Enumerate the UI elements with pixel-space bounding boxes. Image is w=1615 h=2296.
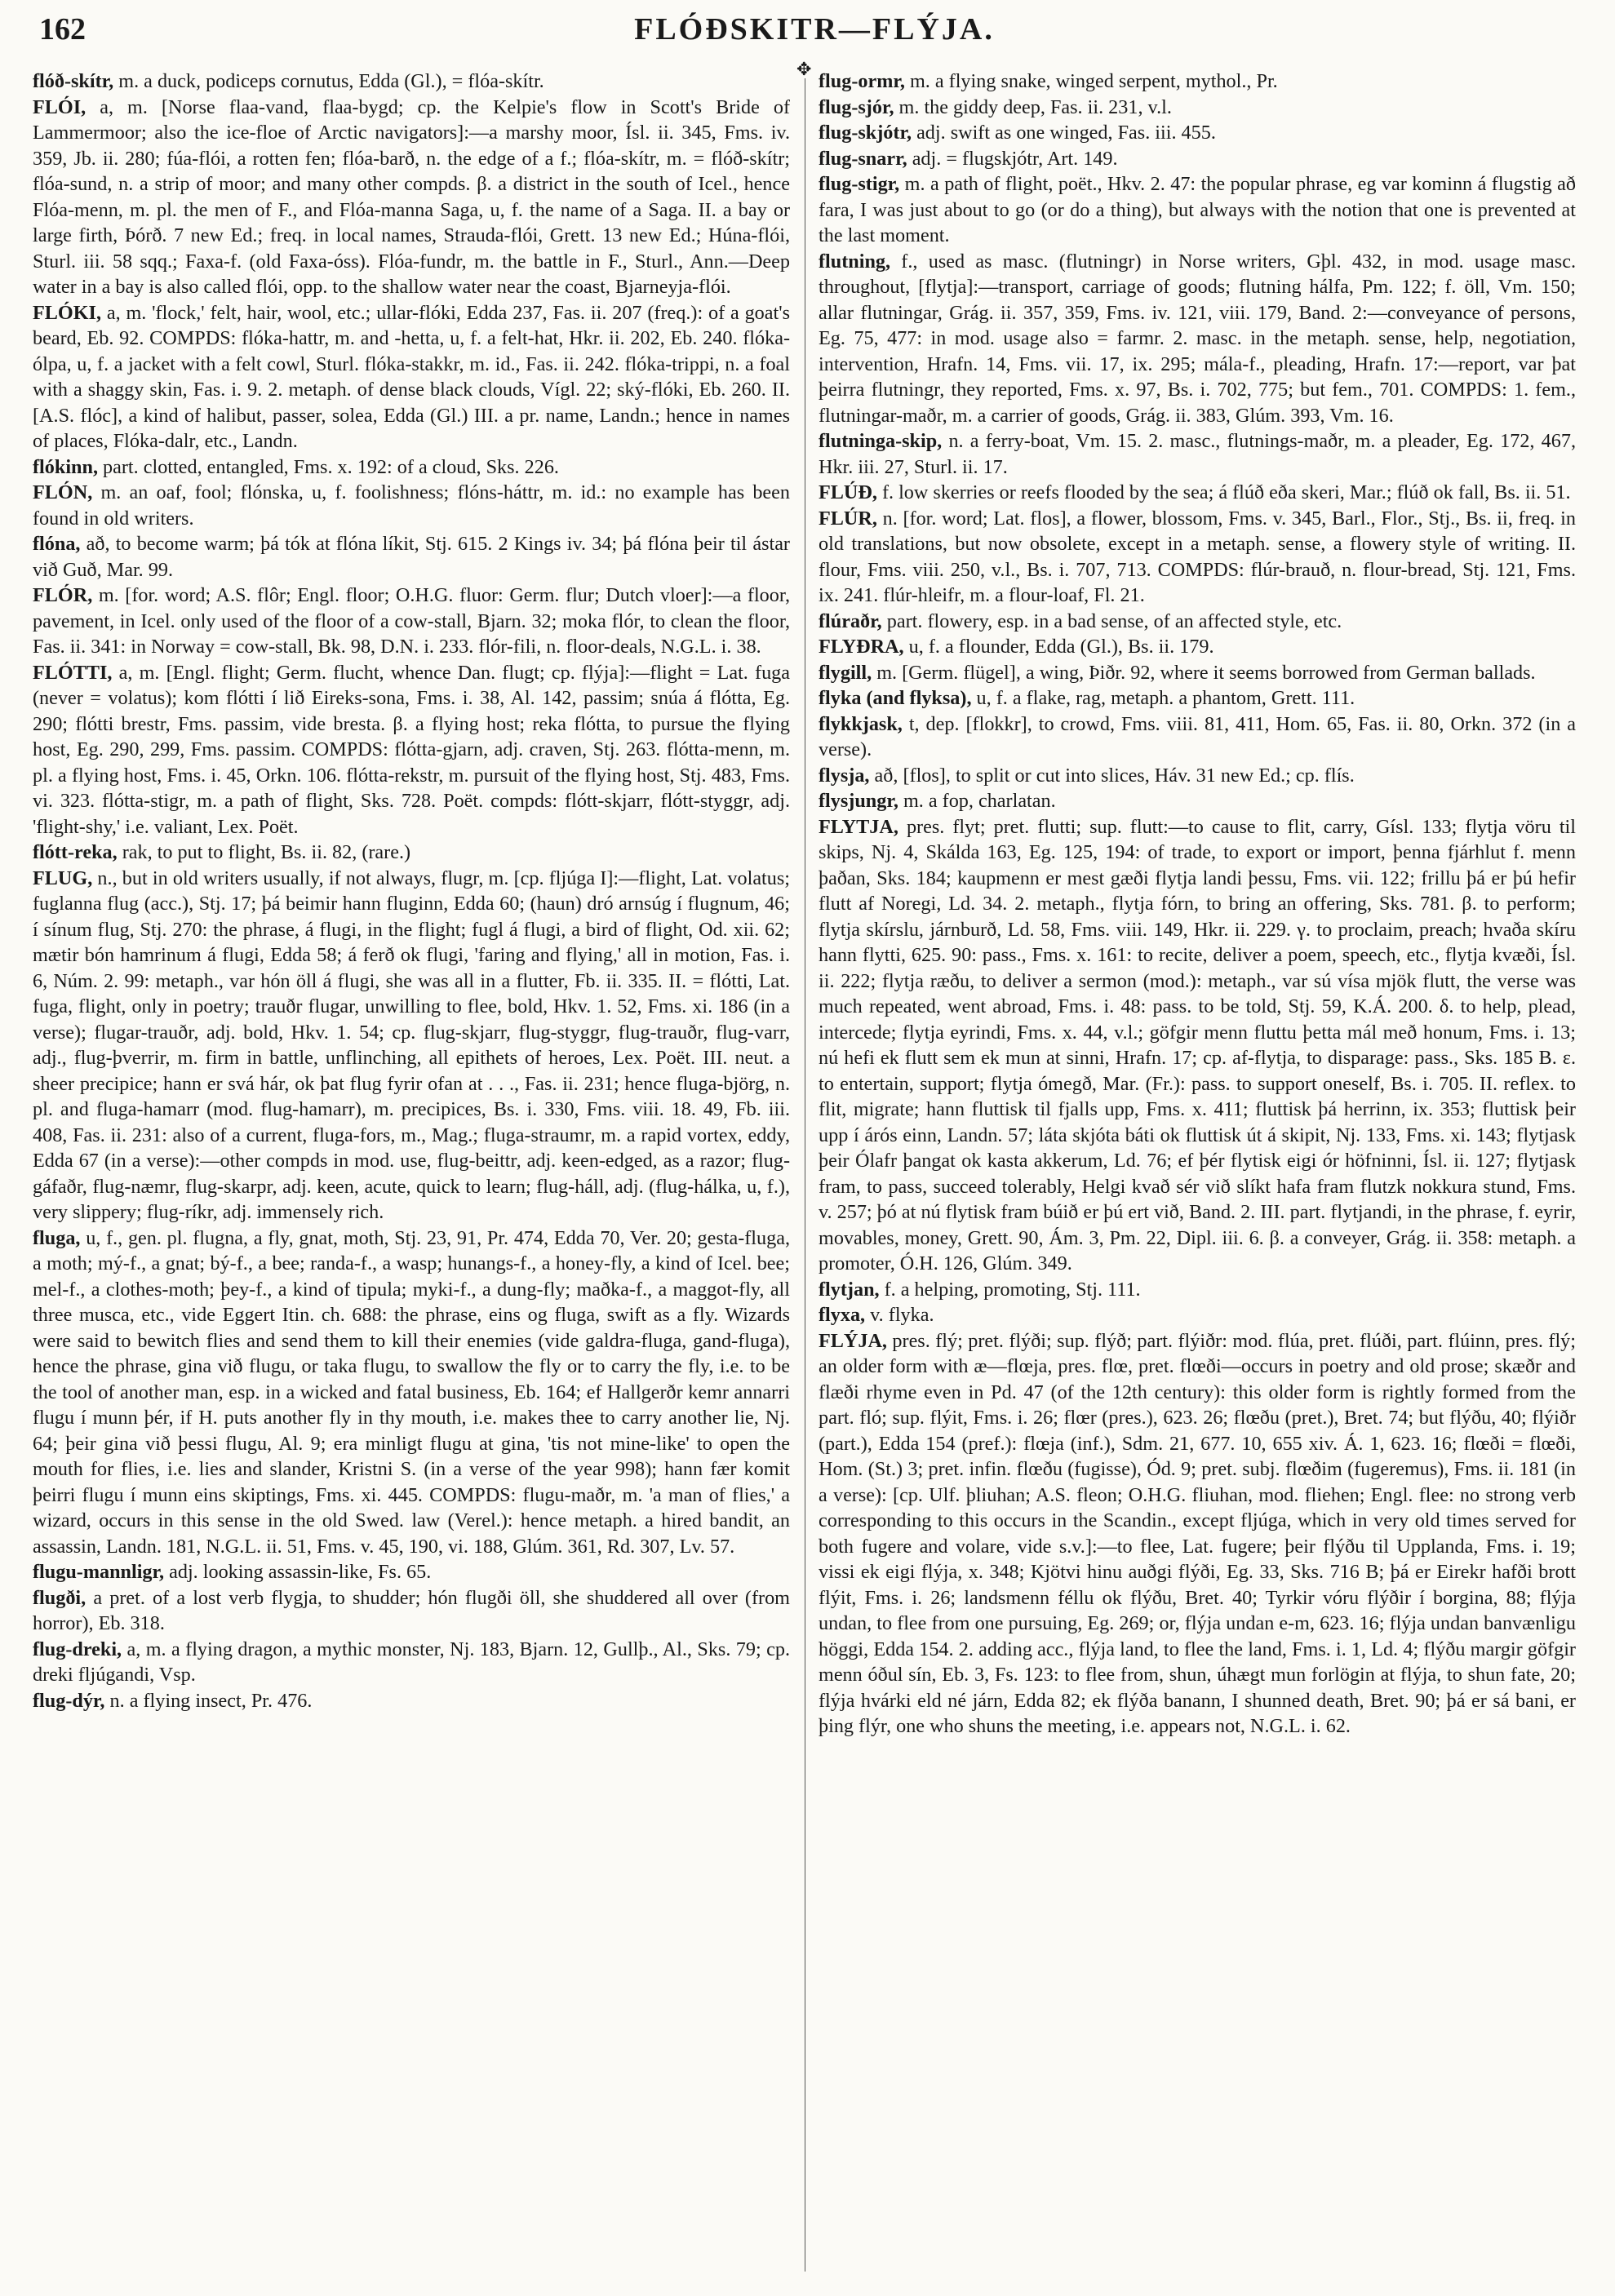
dictionary-entry <box>819 814 1576 1277</box>
entry-headword: flytjan, <box>819 1278 880 1301</box>
ornament-icon: ✥ <box>796 59 812 79</box>
entry-headword: FLUG, <box>33 867 93 889</box>
entry-definition: að, to become warm; þá tók at flóna líkit, Stj. 615. 2 Kings iv. 34; þá flóna þeir til ástar við Guð, Mar. 99. <box>33 533 790 581</box>
entry-headword: FLÓR, <box>33 584 93 606</box>
entry-headword: FLÓTTI, <box>33 661 113 684</box>
entry-headword: FLÓKI, <box>33 301 101 324</box>
entry-headword: flykkjask, <box>819 712 903 735</box>
entry-definition: a, m. [Engl. flight; Germ. flucht, whence Dan. flugt; cp. flýja]:—flight = Lat. fuga (never = volatus); kom flótti í lið Eireks-sona, Fms. i. 38, Al. 142, passim; snúa á flótta, Eg. 290; flótti brestr, Fms. passim, vide bresta. β. a flying host; reka flótta, to pursue the flying host, Eg. 290, 299, Fms. passim. COMPDS: flótta-gjarn, adj. craven, Stj. 263. flótta-menn, m. pl. a flying host, Fms. i. 45, Orkn. 106. flótta-rekstr, m. pursuit of the flying host, Stj. 483, Fms. vi. 323. flótta-stigr, m. a path of flight, Sks. 728. Poët. compds: flótt-skjarr, flótt-styggr, adj. 'flight-shy,' i.e. valiant, Lex. Poët. <box>33 661 790 838</box>
entry-definition: f. a helping, promoting, Stj. 111. <box>879 1278 1141 1301</box>
entry-definition: m. a fop, charlatan. <box>898 790 1056 812</box>
entry-definition: f., used as masc. (flutningr) in Norse writers, Gþl. 432, in mod. usage masc. throughout, [flytja]:—transport, carriage of goods; flutning hálfa, Pm. 122; f. öll, Vm. 150; allar flutningar, Grág. ii. 357, 359, Fms. iv. 121, viii. 179, Band. 2:—conveyance of persons, Eg. 75, 477: in mod. usage also = farmr. 2. masc. in the metaph. sense, help, negotiation, intervention, Hrafn. 14, Fms. vii. 17, ix. 295; mála-f., pleading, Hrafn. 17:—report, var þat þeirra flutningr, they reported, Fms. x. 97, Bs. i. 702, 775; but fem., 701. COMPDS: 1. fem., flutningar-maðr, m. a carrier of goods, Grág. ii. 383, Glúm. 393, Vm. 16. <box>819 250 1576 427</box>
entry-definition: m. the giddy deep, Fas. ii. 231, v.l. <box>894 95 1172 118</box>
entry-definition: m. an oaf, fool; flónska, u, f. foolishness; flóns-háttr, m. id.: no example has been found in old writers. <box>33 481 790 530</box>
dictionary-entry <box>819 609 1576 635</box>
left-column <box>33 69 790 2272</box>
entry-headword: flugu-mannligr, <box>33 1561 165 1583</box>
entry-definition: m. [for. word; A.S. flôr; Engl. floor; O.H.G. fluor: Germ. flur; Dutch vloer]:—a floor, pavement, in Icel. only used of the floor of a cow-stall, Bjarn. 32; moka flór, to clean the floor, Fas. ii. 341: in Norway = cow-stall, Bk. 98, D.N. i. 233. flór-fili, n. floor-deals, N.G.L. i. 38. <box>33 584 790 658</box>
dictionary-entry <box>819 69 1576 95</box>
entry-definition: n., but in old writers usually, if not always, flugr, m. [cp. fljúga I]:—flight, Lat. volatus; fuglanna flug (acc.), Stj. 17; þá beimir hann fluginn, Edda 60; (haun) dró arnsúg í flugnum, 46; í sínum flug, Stj. 270: the phrase, á flugi, in the flight; fugl á flugi, a bird of flight, Od. xii. 62; mætir bón hamrinum á flugi, Edda 58; á ferð ok flugi, 'faring and flying,' all in motion, Fas. i. 6, Núm. 2. 99: metaph., var hón öll á flugi, she was all in a flutter, Fb. ii. 335. II. = flótti, Lat. fuga, flight, only in poetry; trauðr flugar, unwilling to flee, bold, Hkv. 1. 52, Fms. xi. 186 (in a verse); flugar-trauðr, adj. bold, Hkv. 1. 54; cp. flug-skjarr, flug-styggr, flug-trauðr, flug-varr, adj., flug-þverrir, m. firm in battle, unflinching, all epithets of heroes, Lex. Poët. III. neut. a sheer precipice; hann er svá hár, ok þat flug fyrir ofan at . . ., Fas. ii. 231; hence fluga-björg, n. pl. and fluga-hamarr (mod. flug-hamarr), m. precipices, Bs. i. 330, Fms. viii. 18. 49, Fb. iii. 408, Fas. ii. 231: also of a current, fluga-fors, m., Mag.; fluga-straumr, m. a rapid vortex, eddy, Edda 67 (in a verse):—other compds in mod. use, flug-beittr, adj. keen-edged, as a razor; flug-gáfaðr, flug-næmr, flug-skarpr, adj. keen, acute, quick to learn; flug-háll, adj. (flug-hálka, u, f.), very slippery; flug-ríkr, adj. immensely rich. <box>33 867 790 1223</box>
entry-definition: að, [flos], to split or cut into slices, Háv. 31 new Ed.; cp. flís. <box>869 764 1355 787</box>
entry-headword: flótt-reka, <box>33 841 118 863</box>
entry-headword: FLÝJA, <box>819 1329 887 1352</box>
entry-definition: m. [Germ. flügel], a wing, Þiðr. 92, where it seems borrowed from German ballads. <box>872 661 1536 684</box>
dictionary-entry <box>33 1688 790 1714</box>
running-title: FLÓÐSKITR—FLÝJA. <box>634 12 995 47</box>
entry-headword: flug-dýr, <box>33 1689 105 1712</box>
entry-definition: a, m. 'flock,' felt, hair, wool, etc.; ullar-flóki, Edda 237, Fas. ii. 207 (freq.): of a goat's beard, Eb. 92. COMPDS: flóka-hattr, m. and -hetta, u, f. a felt-hat, Hkr. ii. 202, Eb. 240. flóka-ólpa, u, f. a jacket with a felt cowl, Sturl. flóka-stakkr, m. id., Fas. ii. 242. flóka-trippi, n. a foal with a shaggy skin, Fas. i. 9. 2. metaph. of dense black clouds, Vígl. 22; ský-flóki, Eb. 260. II. [A.S. flóc], a kind of halibut, passer, solea, Edda (Gl.) III. a pr. name, Landn.; hence in names of places, Flóka-dalr, etc., Landn. <box>33 301 790 452</box>
entry-headword: flug-ormr, <box>819 70 905 92</box>
dictionary-entry <box>33 1585 790 1637</box>
entry-headword: FLÓI, <box>33 95 87 118</box>
entry-headword: flug-dreki, <box>33 1638 122 1660</box>
entry-definition: pres. flý; pret. flýði; sup. flýð; part. flýiðr: mod. flúa, pret. flúði, part. flúinn, pres. flý; an older form with æ—flœja, pres. flœ, pret. flœði—occurs in poetry and old prose; skæðr and flæði rhyme even in Pd. 47 (of the 12th century): this older form is rightly formed from the part. fló; sup. flýit, Fms. i. 26; flœr (pres.), 623. 26; flœðu (pret.), Bret. 74; but flýðu, 40; flýiðr (part.), Edda 154 (pref.): flœja (inf.), Sdm. 21, 677. 10, 655 xiv. Á. 1, 623. 16; flœði = flœði, Hom. (St.) 3; pret. infin. flœðu (fugisse), Ód. 9; pret. subj. flœðim (fugeremus), Fms. ii. 181 (in a verse): [cp. Ulf. þliuhan; A.S. fleon; O.H.G. fliuhan, mod. fliehen; Engl. flee: no strong verb corresponding to this occurs in the Scandin., except fljúga, which in very old times served for both fugere and volare, vide s.v.]:—to flee, Lat. fugere; þeir flýðu til Upplanda, Fms. i. 19; vissi ek eigi flýja, x. 348; Kjötvi hinu auðgi flýði, Eg. 33, Sks. 716 B; þá er Eirekr hafði brott flýit, Fms. i. 26; landsmenn féllu ok flýðu, Bret. 40; Tyrkir vóru flýðir í borgina, 88; flýja undan, to flee from one pursuing, Eg. 269; or, flýja undan e-m, 623. 16; flýja undan banvænligu höggi, Edda 154. 2. adding acc., flýja land, to flee the land, Fms. i. 1, Ld. 4; flýðu margir göfgir menn óðul sín, Eb. 3, Fs. 123: to flee from, shun, úhægt mun forlögin at flýja, to shun fate, 20; flýja hvárki eld né járn, Edda 82; ek flýða banann, I shunned death, Bret. 90; þá er sá bani, er þing flýr, one who shuns the meeting, i.e. appears not, N.G.L. i. 62. <box>819 1329 1576 1737</box>
entry-definition: a, m. a flying dragon, a mythic monster, Nj. 183, Bjarn. 12, Gullþ., Al., Sks. 79; cp. dreki fljúgandi, Vsp. <box>33 1638 790 1686</box>
entry-headword: flóð-skítr, <box>33 70 114 92</box>
dictionary-entry <box>33 480 790 531</box>
entry-definition: v. flyka. <box>865 1304 934 1326</box>
dictionary-entry <box>819 1277 1576 1303</box>
entry-headword: FLYTJA, <box>819 815 898 838</box>
dictionary-entry <box>819 763 1576 789</box>
entry-definition: part. flowery, esp. in a bad sense, of an affected style, etc. <box>881 609 1342 632</box>
entry-definition: adj. = flugskjótr, Art. 149. <box>907 147 1118 170</box>
dictionary-entry <box>33 95 790 300</box>
dictionary-entry <box>819 1328 1576 1740</box>
dictionary-entry <box>819 95 1576 121</box>
dictionary-entry <box>33 1559 790 1585</box>
entry-definition: a, m. [Norse flaa-vand, flaa-bygd; cp. the Kelpie's flow in Scott's Bride of Lammermoor; also the ice-floe of Arctic navigators]:—a marshy moor, Ísl. ii. 345, Fms. iv. 359, Jb. ii. 280; fúa-flói, a rotten fen; flóa-barð, n. the edge of a f.; flóa-skítr, m. = flóð-skítr; flóa-sund, n. a strip of moor; and many other compds. β. a district in the south of Icel., hence Flóa-menn, m. pl. the men of F., and Flóa-manna Saga, u, f. the name of a Saga. II. a bay or large firth, Þórð. 7 new Ed.; freq. in local names, Strauda-flói, Grett. 13 new Ed.; Húna-flói, Sturl. iii. 58 sqq.; Faxa-f. (old Faxa-óss). Flóa-fundr, m. the battle in F., Sturl., Ann.—Deep water in a bay is also called flói, opp. to the shallow water near the coast, Bjarneyja-flói. <box>33 95 790 298</box>
dictionary-entry <box>819 660 1576 686</box>
entry-headword: flutning, <box>819 250 891 273</box>
dictionary-entry <box>33 300 790 454</box>
dictionary-entry <box>33 583 790 660</box>
entry-headword: FLÚR, <box>819 507 877 530</box>
dictionary-entry <box>33 866 790 1226</box>
entry-definition: n. [for. word; Lat. flos], a flower, blossom, Fms. v. 345, Barl., Flor., Stj., Bs. ii, freq. in old translations, but now obsolete, except in a metaph. sense, a flowery style of writing. II. flour, Fms. viii. 250, v.l., Bs. i. 707, 713. COMPDS: flúr-brauð, n. flour-bread, Stj. 121, Fms. ix. 241. flúr-hleifr, m. a flour-loaf, Fl. 21. <box>819 507 1576 606</box>
entry-headword: flóna, <box>33 533 81 555</box>
entry-definition: m. a path of flight, poët., Hkv. 2. 47: the popular phrase, eg var kominn á flugstig að fara, I was just about to go (or do a thing), but always with the notion that one is prevented at the last moment. <box>819 173 1576 246</box>
entry-headword: flug-stigr, <box>819 173 900 195</box>
entry-definition: part. clotted, entangled, Fms. x. 192: of a cloud, Sks. 226. <box>98 455 559 478</box>
entry-headword: flutninga-skip, <box>819 430 943 452</box>
dictionary-entry <box>819 480 1576 506</box>
right-column <box>819 69 1576 2272</box>
dictionary-entry <box>33 660 790 840</box>
entry-headword: FLYÐRA, <box>819 636 904 658</box>
dictionary-entry <box>33 1226 790 1560</box>
entry-headword: FLÚÐ, <box>819 481 877 503</box>
dictionary-entry <box>33 1637 790 1688</box>
dictionary-entry <box>819 1302 1576 1328</box>
entry-headword: flyxa, <box>819 1304 866 1326</box>
entry-definition: m. a duck, podiceps cornutus, Edda (Gl.), = flóa-skítr. <box>113 70 544 92</box>
entry-definition: adj. looking assassin-like, Fs. 65. <box>164 1561 432 1583</box>
entry-headword: flókinn, <box>33 455 98 478</box>
entry-headword: flugði, <box>33 1586 87 1609</box>
entry-headword: fluga, <box>33 1226 81 1249</box>
dictionary-entry <box>819 120 1576 146</box>
entry-definition: pres. flyt; pret. flutti; sup. flutt:—to cause to flit, carry, Gísl. 133; flytja vöru til skips, Nj. 4, Skálda 163, Eg. 125, 194: of trade, to export or import, þenna fjárhlut f. menn þaðan, Sks. 184; kaupmenn er mest gæði flytja landi þessu, Fms. vii. 122; frillu þá er þú hefir flutt af Noregi, Ld. 34. 2. metaph., flytja fórn, to bring an offering, Sks. 781. β. to perform; flytja skírslu, járnburð, Ld. 58, Fms. viii. 149, Hkr. ii. 229. γ. to proclaim, preach; hvaða skíru hann flytti, 625. 90: pass., Fms. x. 161: to recite, deliver a poem, speech, etc., flytja kvæði, Ísl. ii. 222; flytja ræðu, to deliver a sermon (mod.): metaph., var sú vísa mjök flutt, the verse was much repeated, went abroad, Fms. i. 48: pass. to be told, Stj. 59, K.Á. 200. δ. to help, plead, intercede; flytja eyrindi, Fms. x. 44, v.l.; göfgir menn fluttu þetta mál með honum, Fms. i. 13; nú hefi ek flutt sem ek mun at sinni, Hrafn. 17; cp. af-flytja, to disparage: pass., Sks. 185 B. ε. to entertain, support; flytja ómegð, Mar. (Fr.): pass. to support oneself, Bs. i. 705. II. reflex. to flit, migrate; hann fluttisk til fjalls upp, Fms. x. 411; fluttisk þá herrinn, ix. 353; fluttisk þeir upp í árós einn, Landn. 57; láta skjóta báti ok fluttisk út á skipit, Nj. 133, Fms. xi. 143; flytjask þeir Ólafr þangat ok kasta akkerum, Ld. 76; ef þér flytisk eigi ór höfninni, Ísl. ii. 127; flytjask fram, to pass, succeed tolerably, Helgi kvað sér við slíkt hafa fram flutzk nokkura stund, Fms. v. 257; þó at nú flytisk fram búið er þú ert við, Band. 2. III. part. flytjandi, in the phrase, f. eyrir, movables, money, Grett. 90, Ám. 3, Pm. 22, Dipl. iii. 6. β. a conveyer, Grág. ii. 358: metaph. a promoter, Ó.H. 126, Glúm. 349. <box>819 815 1576 1274</box>
dictionary-entry <box>819 171 1576 249</box>
dictionary-entry <box>819 711 1576 763</box>
dictionary-entry <box>33 454 790 481</box>
entry-headword: flygill, <box>819 661 872 684</box>
entry-headword: flug-skjótr, <box>819 122 912 144</box>
dictionary-entry <box>819 249 1576 429</box>
entry-headword: flúraðr, <box>819 609 882 632</box>
dictionary-entry <box>819 428 1576 480</box>
entry-definition: f. low skerries or reefs flooded by the sea; á flúð eða skeri, Mar.; flúð ok fall, Bs. ii. 51. <box>876 481 1571 503</box>
entry-definition: u, f. a flake, rag, metaph. a phantom, Grett. 111. <box>971 687 1355 709</box>
entry-definition: u, f., gen. pl. flugna, a fly, gnat, moth, Stj. 23, 91, Pr. 474, Edda 70, Ver. 20; gesta-fluga, a moth; mý-f., a gnat; bý-f., a bee; randa-f., a wasp; hunangs-f., a honey-fly, a kind of Icel. bee; mel-f., a clothes-moth; þey-f., a kind of tipula; myki-f., a dung-fly; maðka-f., a maggot-fly, all three musca, etc., vide Eggert Itin. ch. 688: the phrase, eins og fluga, swift as a fly. Wizards were said to bewitch flies and send them to kill their enemies (vide galdra-fluga, gand-fluga), hence the phrase, gina við flugu, or taka flugu, to swallow the fly or to carry the fly, i.e. to be the tool of another man, esp. in a wicked and fatal business, Eb. 164; ef Hallgerðr kemr annarri flugu í munn þér, if H. puts another fly in thy mouth, i.e. makes thee to carry another lie, Nj. 64; þeir gina við þessi flugu, Al. 9; era minligt flugu at gina, 'tis not mine-like' to open the mouth for flies, i.e. lies and slander, Kristni S. (in a verse of the year 998); hann fær komit þeirri flugu í munn eins skiptings, Fms. xi. 445. COMPDS: flugu-maðr, m. 'a man of flies,' a wizard, occurs in this sense in the old Swed. law (Verel.): hence metaph. a hired bandit, an assassin, Landn. 181, N.G.L. ii. 51, Fms. v. 45, 190, vi. 188, Glúm. 361, Rd. 307, Lv. 57. <box>33 1226 790 1558</box>
dictionary-entry <box>819 788 1576 814</box>
entry-headword: flug-snarr, <box>819 147 907 170</box>
entry-definition: n. a flying insect, Pr. 476. <box>104 1689 313 1712</box>
dictionary-entry <box>33 840 790 866</box>
dictionary-entry <box>33 531 790 583</box>
dictionary-entry <box>819 506 1576 609</box>
dictionary-entry <box>819 685 1576 711</box>
entry-definition: n. a ferry-boat, Vm. 15. 2. masc., flutnings-maðr, m. a pleader, Eg. 172, 467, Hkr. iii. 27, Sturl. ii. 17. <box>819 430 1576 478</box>
dictionary-entry <box>33 69 790 95</box>
dictionary-entry <box>819 634 1576 660</box>
entry-definition: t, dep. [flokkr], to crowd, Fms. viii. 81, 411, Hom. 65, Fas. ii. 80, Orkn. 372 (in a verse). <box>819 712 1576 760</box>
entry-definition: adj. swift as one winged, Fas. iii. 455. <box>912 122 1216 144</box>
entry-headword: FLÓN, <box>33 481 93 503</box>
dictionary-entry <box>819 146 1576 172</box>
entry-headword: flysjungr, <box>819 790 898 812</box>
entry-definition: u, f. a flounder, Edda (Gl.), Bs. ii. 179. <box>903 636 1214 658</box>
entry-headword: flysja, <box>819 764 870 787</box>
entry-definition: m. a flying snake, winged serpent, mythol., Pr. <box>904 70 1278 92</box>
page-number: 162 <box>39 12 86 47</box>
entry-definition: rak, to put to flight, Bs. ii. 82, (rare.) <box>117 841 411 863</box>
page-header <box>39 11 1590 52</box>
entry-headword: flug-sjór, <box>819 95 894 118</box>
entry-headword: flyka (and flyksa), <box>819 687 972 709</box>
entry-definition: a pret. of a lost verb flygja, to shudder; hón flugði öll, she shuddered all over (from horror), Eb. 318. <box>33 1586 790 1634</box>
